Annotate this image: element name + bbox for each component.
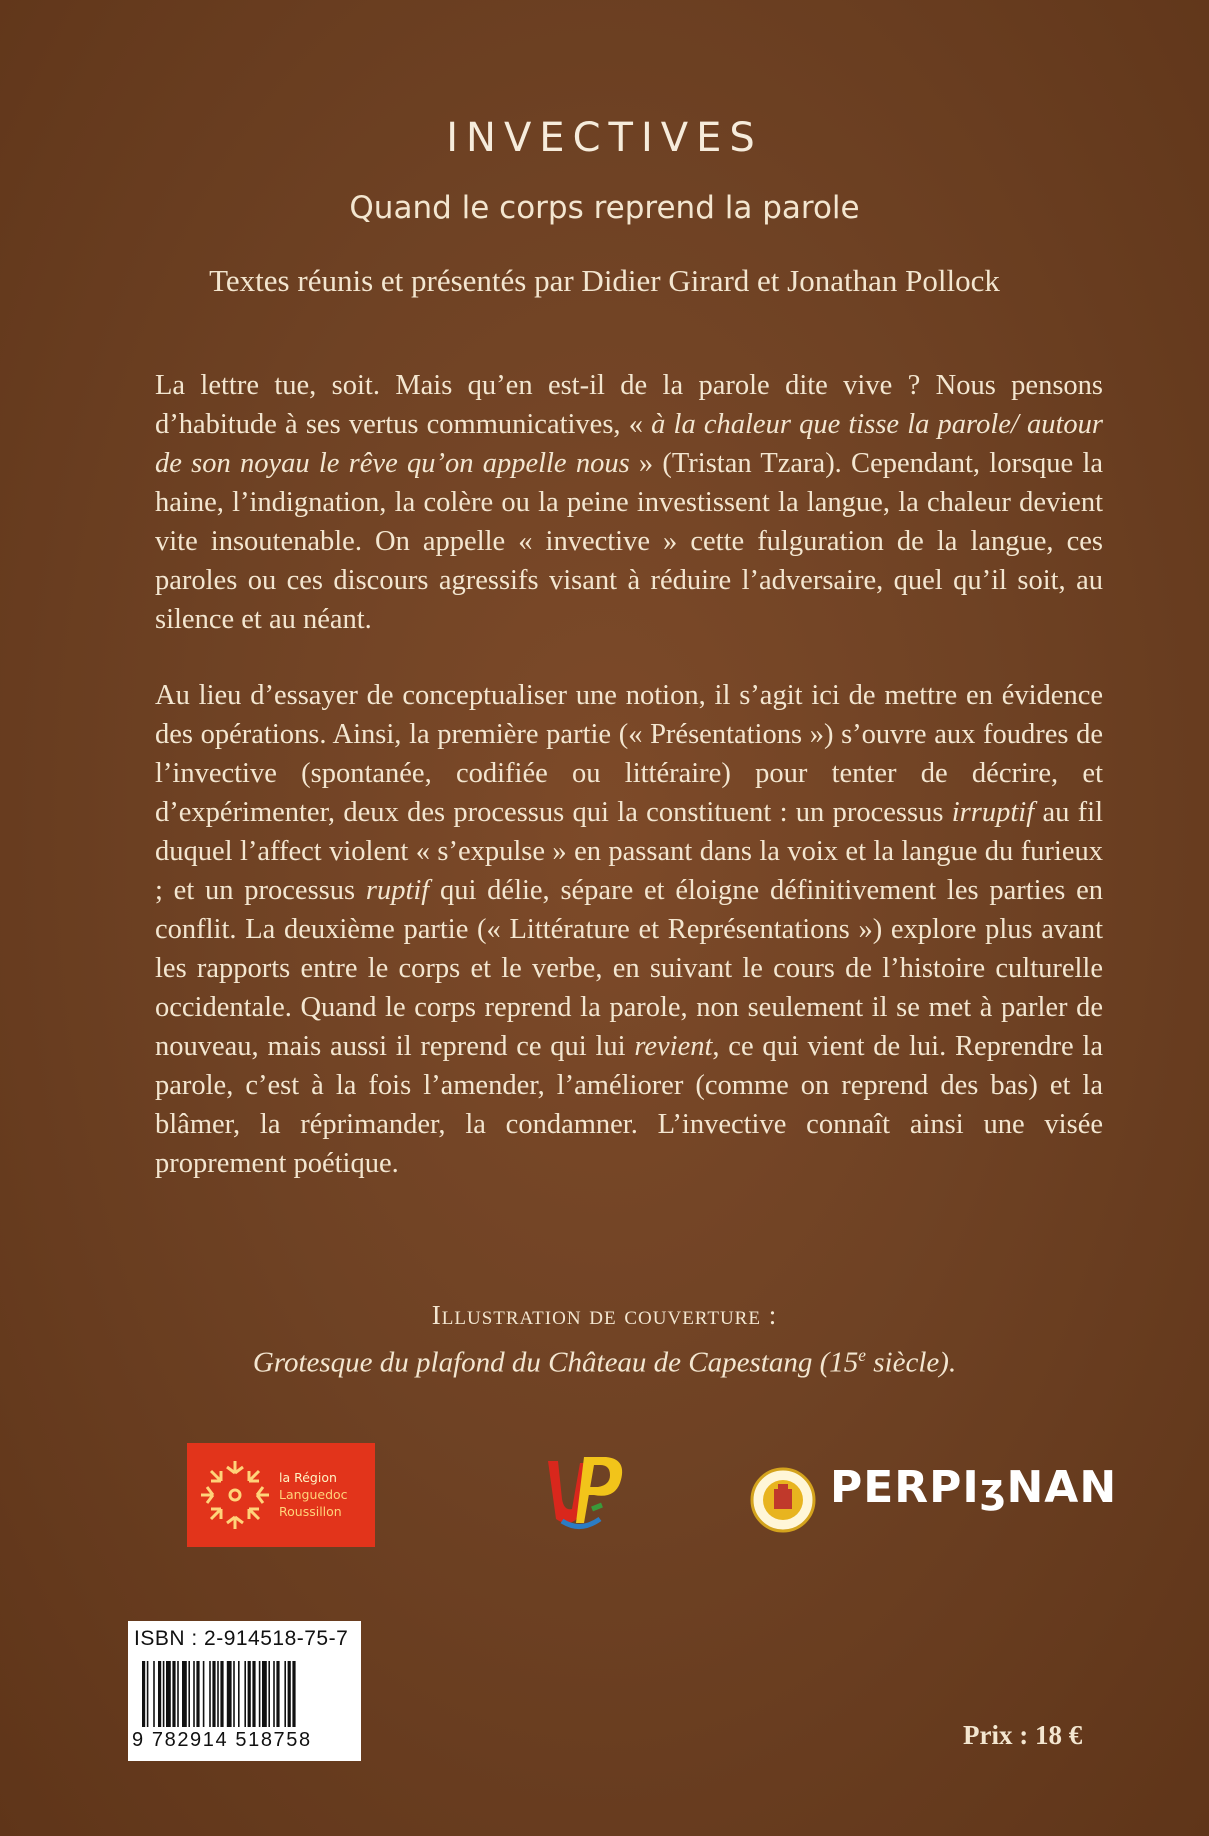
book-title: INVECTIVES bbox=[446, 115, 763, 161]
up-publisher-logo bbox=[540, 1449, 632, 1537]
barcode-bar bbox=[209, 1661, 211, 1727]
barcode-bar bbox=[276, 1661, 279, 1727]
perpignan-seal-icon bbox=[750, 1467, 816, 1533]
barcode-bar bbox=[220, 1661, 223, 1727]
italic-term: irruptif bbox=[951, 797, 1035, 828]
italic-term: ruptif bbox=[365, 875, 430, 906]
barcode-bar bbox=[233, 1661, 235, 1727]
barcode-bar bbox=[212, 1661, 215, 1727]
caption-superscript: e bbox=[858, 1345, 867, 1365]
blurb-text: qui délie, sépare et éloigne définitivement les parties en conflit. La deuxième partie (« Littérature et Représentations ») explore plus avant les rapports entre le corps et le verbe, en suivant le cours de l’histoire culturelle occidentale. Quand le corps reprend la parole, non seulement il se met à parler de nouveau, mais aussi il reprend ce qui lui bbox=[155, 875, 1103, 1062]
blurb-paragraph-2 bbox=[155, 676, 1103, 1183]
barcode-bar bbox=[259, 1661, 261, 1727]
region-logo-line: Languedoc bbox=[279, 1487, 348, 1502]
italic-term: revient bbox=[634, 1031, 713, 1062]
caption-text: Grotesque du plafond du Château de Capestang (15 bbox=[252, 1346, 859, 1379]
editors-credit: Textes réunis et présentés par Didier Girard et Jonathan Pollock bbox=[209, 263, 1000, 298]
book-subtitle: Quand le corps reprend la parole bbox=[349, 190, 860, 226]
barcode-bar bbox=[273, 1661, 275, 1727]
perpignan-wordmark-text: NAN bbox=[1006, 1462, 1118, 1513]
region-logo-line: la Région bbox=[279, 1470, 337, 1485]
barcode-bar bbox=[166, 1661, 171, 1727]
barcode-bar bbox=[153, 1661, 155, 1727]
barcode-bar bbox=[188, 1661, 190, 1727]
barcode-bar bbox=[244, 1661, 246, 1727]
barcode-bar bbox=[292, 1661, 295, 1727]
perpignan-wordmark-glyph: ʒ bbox=[979, 1466, 1007, 1512]
region-logo-line: Roussillon bbox=[279, 1504, 342, 1519]
illustration-label bbox=[0, 1300, 1209, 1331]
blurb-text: au fil duquel l’affect violent « s’expulse » en passant dans la voix et la langue du furieux ; et un processus bbox=[155, 797, 1103, 906]
barcode-bar bbox=[284, 1661, 286, 1727]
barcode-bar bbox=[288, 1661, 291, 1727]
blurb-text: La lettre tue, soit. Mais qu’en est-il de la parole dite vive ? Nous pensons d’habitude à ses vertus communicatives, « bbox=[155, 370, 1103, 440]
region-languedoc-roussillon-logo bbox=[187, 1443, 375, 1547]
blurb-text: Au lieu d’essayer de conceptualiser une notion, il s’agit ici de mettre en évidence des opérations. Ainsi, la première partie (« Présentations ») s’ouvre aux foudres de l’invective (spontanée, codifiée ou littéraire) pour tenter de décrire, et d’expérimenter, deux des processus qui la constituent : un processus bbox=[155, 680, 1103, 828]
barcode-bar bbox=[203, 1661, 205, 1727]
barcode-bar bbox=[142, 1661, 145, 1727]
isbn-number: ISBN : 2-914518-75-7 bbox=[134, 1627, 349, 1650]
caption-text: siècle). bbox=[866, 1346, 957, 1379]
region-logo-text bbox=[279, 1469, 348, 1520]
barcode-bar bbox=[252, 1661, 255, 1727]
tzara-quote: à la chaleur que tisse la parole/ autour de son noyau le rêve qu’on appelle nous bbox=[155, 409, 1103, 479]
barcode-bar bbox=[262, 1661, 267, 1727]
barcode-bar bbox=[193, 1661, 195, 1727]
barcode-bar bbox=[227, 1661, 232, 1727]
barcode-bar bbox=[147, 1661, 149, 1727]
barcode-bar bbox=[158, 1661, 161, 1727]
barcode-bar bbox=[177, 1661, 179, 1727]
barcode-bar bbox=[248, 1661, 251, 1727]
blurb-text: , ce qui vient de lui. Reprendre la parole, c’est à la fois l’amender, l’améliorer (comme on reprend des bas) et la blâmer, la réprimander, la condamner. L’invective connaît ainsi une visée proprement poétique. bbox=[155, 1031, 1103, 1179]
perpignan-wordmark-text: PERPI bbox=[830, 1462, 980, 1513]
region-emblem-icon bbox=[197, 1457, 273, 1533]
barcode-digits: 9 782914 518758 bbox=[132, 1729, 312, 1751]
illustration-label-text: Illustration de couverture : bbox=[431, 1300, 778, 1330]
barcode-bar bbox=[196, 1661, 199, 1727]
barcode-bar bbox=[238, 1661, 240, 1727]
blurb-paragraph-1 bbox=[155, 366, 1103, 639]
price-label: Prix : 18 € bbox=[963, 1720, 1083, 1750]
blurb-text: » (Tristan Tzara). Cependant, lorsque la haine, l’indignation, la colère ou la peine investissent la langue, la chaleur devient vite insoutenable. On appelle « invective » cette fulguration de la langue, ces paroles ou ces discours agressifs visant à réduire l’adversaire, quel qu’il soit, au silence et au néant. bbox=[155, 448, 1104, 635]
barcode-icon bbox=[142, 1661, 347, 1727]
barcode-bar bbox=[217, 1661, 219, 1727]
illustration-caption bbox=[0, 1345, 1209, 1380]
perpignan-wordmark bbox=[830, 1462, 1117, 1513]
barcode-bar bbox=[182, 1661, 187, 1727]
isbn-barcode-block bbox=[128, 1621, 361, 1761]
barcode-bar bbox=[268, 1661, 270, 1727]
barcode-bar bbox=[163, 1661, 165, 1727]
barcode-bar bbox=[172, 1661, 175, 1727]
